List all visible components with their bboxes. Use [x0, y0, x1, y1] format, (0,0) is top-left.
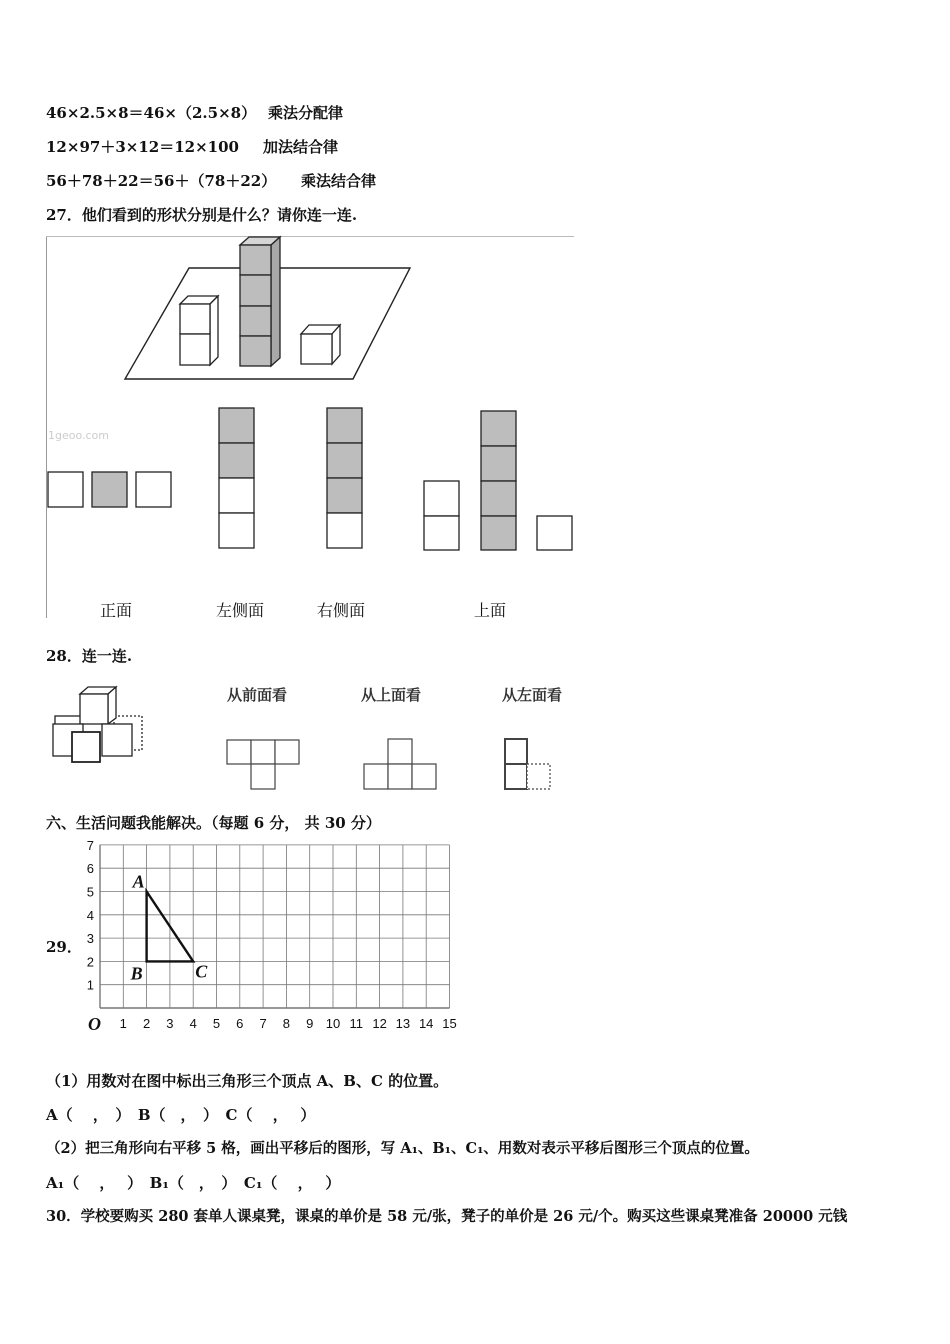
q28-label-front: 从前面看 — [227, 686, 288, 704]
x-tick-label: 1 — [119, 1016, 127, 1031]
y-tick-label: 7 — [86, 837, 94, 853]
q28-solid — [53, 687, 142, 762]
q28-view-top — [364, 739, 436, 789]
q27-title: 27．他们看到的形状分别是什么？请你连一连. — [46, 206, 358, 224]
y-tick-label: 4 — [86, 907, 94, 923]
view-right-side — [327, 408, 362, 548]
y-tick-label: 3 — [86, 931, 94, 947]
q29-part2: （2）把三角形向右平移 5 格，画出平移后的图形，写 A₁、B₁、C₁、用数对表示平移后图形三个顶点的位置。 — [46, 1140, 759, 1157]
law-name-2: 加法结合律 — [263, 138, 339, 156]
law-expression: 56＋78＋22＝56＋（78＋22） — [46, 172, 277, 190]
view-top — [424, 411, 572, 550]
q28-figures — [50, 684, 563, 794]
x-tick-label: 7 — [259, 1016, 267, 1031]
q28-label-top: 从上面看 — [361, 686, 422, 704]
origin-label: O — [88, 1014, 101, 1034]
q29-part1: （1）用数对在图中标出三角形三个顶点 A、B、C 的位置。 — [46, 1072, 449, 1090]
x-tick-label: 13 — [395, 1016, 411, 1031]
q29-answer2: A₁（ ， ） B₁（ ， ） C₁（ ， ） — [46, 1174, 341, 1192]
label-left-side: 左侧面 — [216, 601, 265, 620]
label-top: 上面 — [474, 601, 507, 620]
vertex-label-b: B — [130, 963, 143, 984]
y-tick-label: 6 — [86, 861, 94, 877]
q28-title: 28．连一连. — [46, 647, 133, 665]
label-front: 正面 — [100, 601, 133, 620]
vertex-label-c: C — [195, 961, 208, 982]
y-tick-label: 2 — [86, 954, 94, 970]
label-right-side: 右侧面 — [317, 601, 366, 620]
q28-view-front — [227, 740, 299, 789]
cube-stack-tall — [240, 237, 280, 366]
q28-label-left: 从左面看 — [502, 686, 563, 704]
law-name-1: 乘法分配律 — [268, 104, 344, 122]
q29-answer1: A（ ， ） B（ ， ） C（ ， ） — [46, 1106, 316, 1124]
law-expression: 46×2.5×8＝46×（2.5×8） — [46, 104, 257, 122]
x-tick-label: 3 — [166, 1016, 174, 1031]
law-row-1 — [46, 103, 256, 123]
view-left-side — [219, 408, 254, 548]
x-tick-label: 9 — [306, 1016, 314, 1031]
x-tick-label: 6 — [236, 1016, 244, 1031]
view-front — [48, 472, 171, 507]
law-row-3 — [46, 171, 276, 191]
y-tick-label: 5 — [86, 884, 94, 900]
section-6-title: 六、生活问题我能解决。（每题 6 分， 共 30 分） — [46, 814, 381, 832]
law-expression: 12×97＋3×12＝12×100 — [46, 138, 239, 156]
x-tick-label: 5 — [212, 1016, 221, 1031]
x-tick-label: 14 — [418, 1016, 434, 1031]
q28-view-left — [505, 739, 550, 789]
q27-figure — [46, 236, 574, 618]
x-tick-label: 8 — [282, 1016, 291, 1031]
q30-text: 30．学校要购买 280 套单人课桌凳，课桌的单价是 58 元/张，凳子的单价是 26 元/个。购买这些课桌凳准备 20000 元钱 — [46, 1208, 848, 1225]
x-tick-label: 4 — [189, 1016, 197, 1031]
x-tick-label: 10 — [325, 1016, 341, 1031]
q27-illustration — [46, 236, 574, 618]
law-name-3: 乘法结合律 — [301, 172, 377, 190]
watermark: 1geoo.com — [48, 429, 110, 442]
cube-stack-left — [180, 296, 218, 365]
x-tick-label: 2 — [142, 1016, 151, 1031]
q29-number: 29． — [46, 938, 82, 956]
x-tick-label: 11 — [349, 1016, 364, 1031]
x-tick-label: 15 — [442, 1016, 457, 1031]
law-row-2 — [46, 137, 239, 157]
x-tick-label: 12 — [372, 1016, 387, 1031]
cube-single-right — [301, 325, 340, 364]
coordinate-grid — [82, 837, 462, 1040]
vertex-label-a: A — [132, 871, 145, 892]
y-tick-label: 1 — [86, 977, 94, 993]
